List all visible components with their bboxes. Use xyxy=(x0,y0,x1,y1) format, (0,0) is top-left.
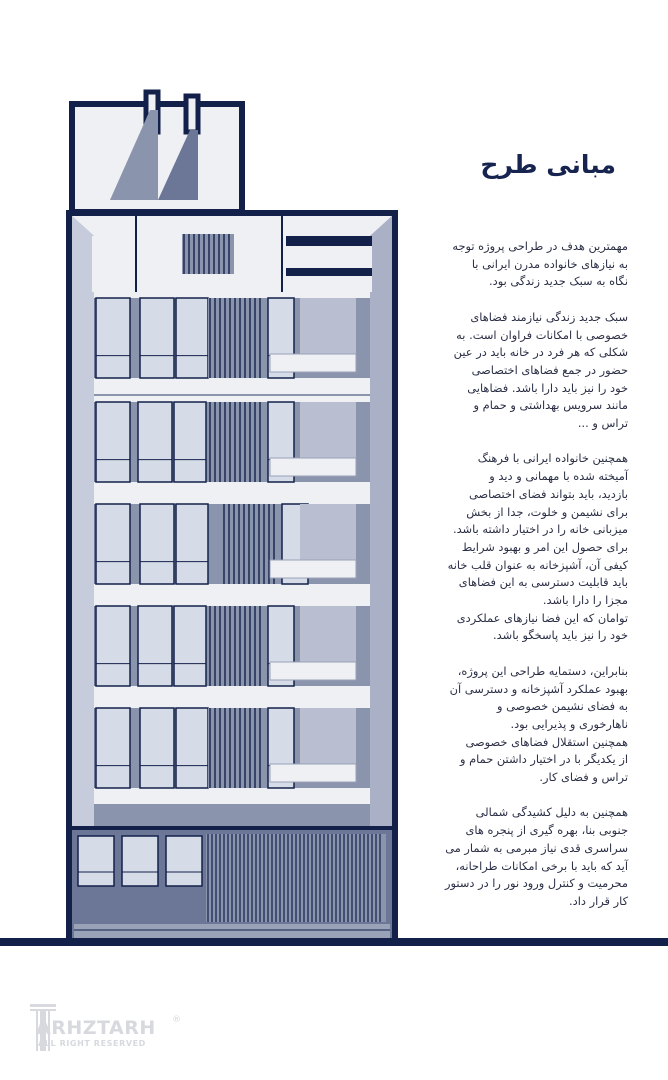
floor-band xyxy=(94,584,370,600)
chimney xyxy=(186,96,198,132)
window xyxy=(96,606,130,686)
paragraph-4 xyxy=(396,663,628,787)
text-line: ناهارخوری و پذیرایی بود. xyxy=(510,716,628,731)
text-line: حضور در جمع فضاهای اختصاصی xyxy=(471,362,628,377)
text-line: از یکدیگر با در اختیار داشتن حمام و xyxy=(459,752,628,767)
floor-band xyxy=(94,378,370,394)
text-line: مجزا را دارا باشد. xyxy=(542,593,628,608)
page-title: مبانی طرح xyxy=(480,150,616,179)
text-line: باید قابلیت دسترسی به این فضاهای xyxy=(458,575,628,590)
text-line: شکلی که هر فرد در خانه باید در عین xyxy=(453,345,628,360)
text-line: جنوبی بنا، بهره گیری از پنجره های xyxy=(465,823,628,838)
window xyxy=(176,504,208,584)
text-line: نگاه به سبک جدید زندگی بود. xyxy=(489,274,628,289)
window xyxy=(166,836,202,886)
text-line: خود را نیز باید پاسخگو باشد. xyxy=(493,628,628,643)
window xyxy=(174,402,206,482)
louver-panel xyxy=(182,234,234,274)
text-line: خصوصی با امکانات فراوان است. به xyxy=(456,327,628,342)
balcony-rail xyxy=(270,560,356,578)
window xyxy=(96,504,130,584)
text-line: محرمیت و کنترل ورود نور را در دستور xyxy=(445,876,628,891)
logo-subtitle: ALL RIGHT RESERVED xyxy=(38,1039,146,1048)
text-line: برای نشیمن و خلوت، جدا از بخش xyxy=(466,504,628,519)
text-line: آمیخته شده با مهمانی و دید و xyxy=(489,469,628,484)
balcony-rail xyxy=(270,662,356,680)
text-line: آید که باید با برخی امکانات طراحانه، xyxy=(455,858,628,873)
text-line: میزبانی خانه را در اختیار داشته باشد. xyxy=(452,522,628,537)
text-line: تراس و ... xyxy=(577,416,628,431)
floor-slab xyxy=(94,498,370,504)
text-line: همچنین به دلیل کشیدگی شمالی xyxy=(475,805,628,820)
window xyxy=(96,402,130,482)
window xyxy=(140,504,174,584)
text-line: به فضای نشیمن خصوصی و xyxy=(497,699,628,714)
text-line: همچنین استقلال فضاهای خصوصی xyxy=(465,734,628,749)
window xyxy=(176,298,208,378)
text-line: خود را نیز باید دارا باشد. فضاهایی xyxy=(467,380,628,395)
floor-band xyxy=(94,686,370,702)
text-line: همچنین خانواده ایرانی با فرهنگ xyxy=(477,451,628,466)
window xyxy=(138,606,172,686)
registered-mark: ® xyxy=(172,1015,181,1025)
balcony-rail xyxy=(270,354,356,372)
window xyxy=(176,708,208,788)
balcony-rail xyxy=(270,458,356,476)
window xyxy=(122,836,158,886)
logo-wordmark: ARHZTARH xyxy=(36,1017,156,1039)
window xyxy=(140,708,174,788)
paragraph-1 xyxy=(396,238,628,291)
text-line: مانند سرویس بهداشتی و حمام و xyxy=(473,398,628,413)
window xyxy=(174,606,206,686)
frame-top xyxy=(72,216,392,236)
window xyxy=(96,708,130,788)
paragraph-3 xyxy=(396,450,628,645)
steps xyxy=(74,924,390,938)
text-line: بازدید، باید بتواند فضای اختصاصی xyxy=(469,486,628,501)
floor-band xyxy=(94,788,370,804)
balcony-rail xyxy=(270,764,356,782)
text-line: برای حصول این امر و بهبود شرایط xyxy=(461,539,628,554)
floor-slab xyxy=(94,702,370,708)
frame-left xyxy=(72,216,94,828)
floor-slab xyxy=(94,600,370,606)
text-line: کار قرار داد. xyxy=(569,893,628,908)
floor-slab xyxy=(94,396,370,402)
top-accent xyxy=(286,268,372,276)
text-line: تراس و فضای کار. xyxy=(539,770,628,785)
paragraph-2 xyxy=(396,309,628,433)
text-line: سراسری قدی نیاز مبرمی به شمار می xyxy=(445,840,628,855)
text-line: به نیازهای خانواده مدرن ایرانی با xyxy=(471,256,628,271)
ground-floor-slab xyxy=(72,826,392,830)
text-line: توامان که این فضا نیازهای عملکردی xyxy=(456,610,628,625)
ground-line xyxy=(0,938,668,946)
window xyxy=(140,298,174,378)
window xyxy=(96,298,130,378)
top-accent xyxy=(286,236,372,246)
text-line: کیفی آن، آشپزخانه به عنوان قلب خانه xyxy=(447,557,628,572)
window xyxy=(78,836,114,886)
text-line: سبک جدید زندگی نیازمند فضاهای xyxy=(470,309,628,324)
text-line: بهبود عملکرد آشپزخانه و دسترسی آن xyxy=(449,681,628,696)
text-line: مهمترین هدف در طراحی پروژه توجه xyxy=(452,239,628,253)
window xyxy=(138,402,172,482)
floor-slab xyxy=(94,292,370,298)
floor-band xyxy=(94,482,370,498)
frame-right xyxy=(370,216,392,828)
paragraph-5 xyxy=(396,804,628,910)
description-text xyxy=(396,238,628,911)
text-line: بنابراین، دستمایه طراحی این پروژه، xyxy=(457,663,628,678)
